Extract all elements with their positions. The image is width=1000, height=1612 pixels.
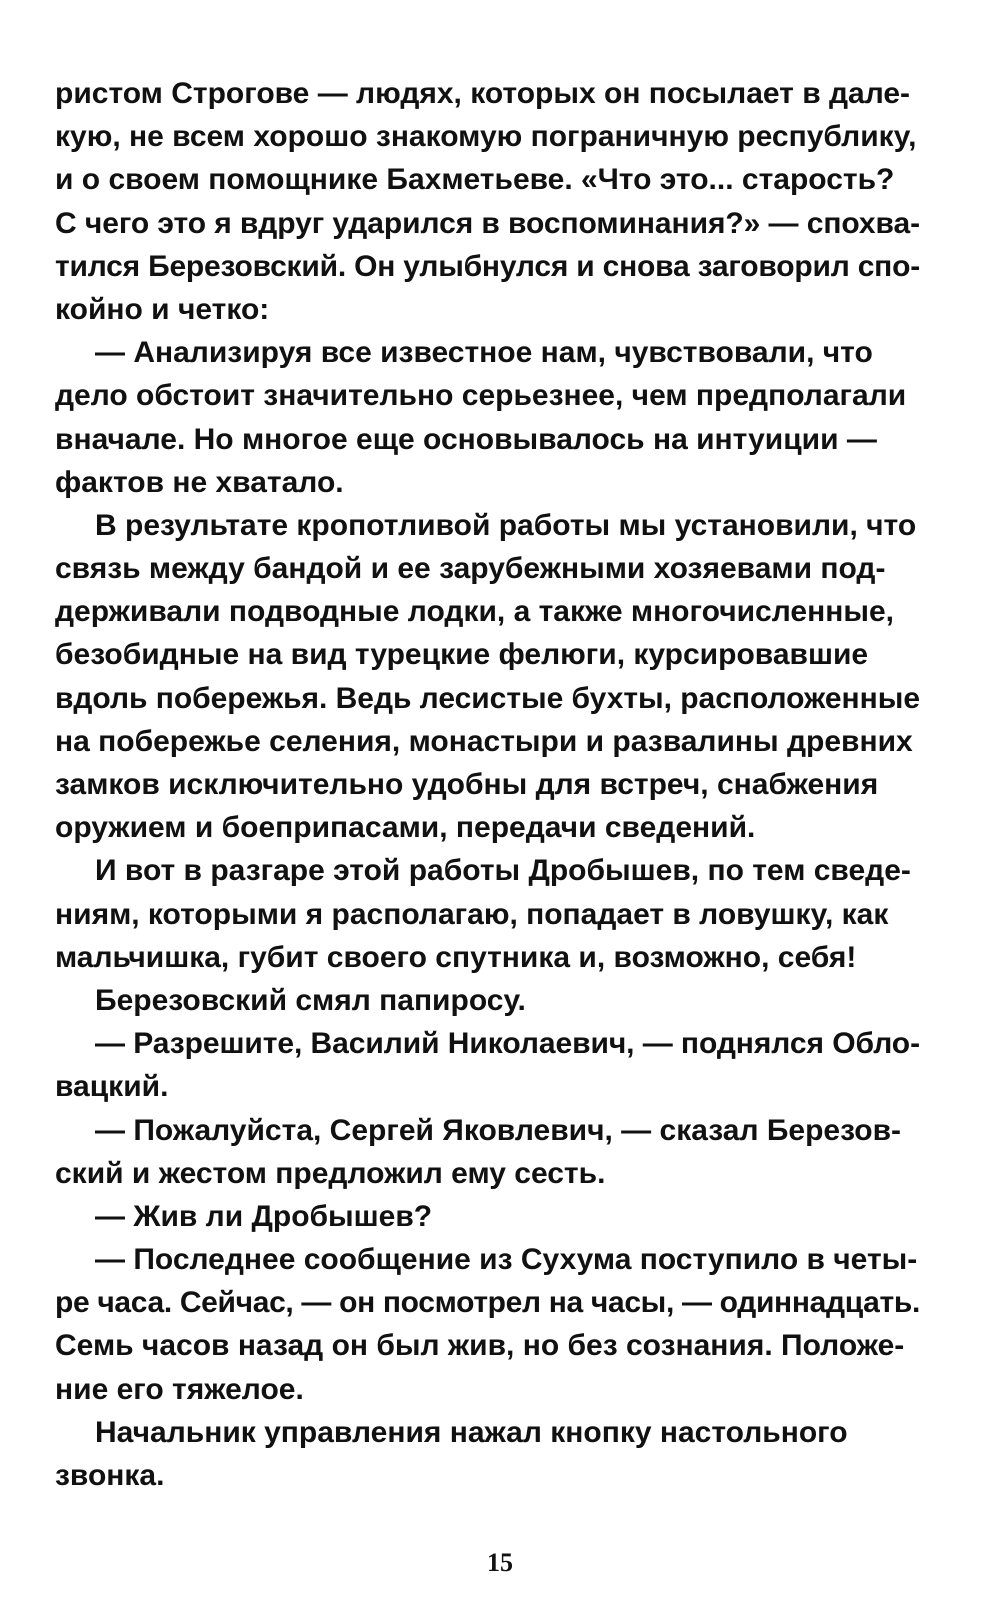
text-line: С чего это я вдруг ударился в воспоминания?» — спохва- xyxy=(55,206,920,240)
text-line: звонка. xyxy=(55,1459,165,1492)
text-line: Семь часов назад он был жив, но без сознания. Положе- xyxy=(55,1329,905,1363)
body-text xyxy=(55,72,920,1497)
text-line: кую, не всем хорошо знакомую пограничную республику, xyxy=(55,120,917,154)
text-line: ристом Строгове — людях, которых он посылает в дале- xyxy=(55,77,911,110)
text-line: вначале. Но многое еще основывалось на интуиции — xyxy=(55,422,877,456)
text-line: — Пожалуйста, Сергей Яковлевич, — сказал Березов- xyxy=(95,1113,902,1147)
text-line: дело обстоит значительно серьезнее, чем предполагали xyxy=(55,379,907,413)
text-line: ский и жестом предложил ему сесть. xyxy=(55,1156,606,1190)
text-line: и о своем помощнике Бахметьеве. «Что это... старость? xyxy=(55,163,895,197)
text-line: на побережье селения, монастыри и развалины древних xyxy=(55,724,913,758)
text-line: ниям, которыми я располагаю, попадает в ловушку, как xyxy=(55,897,889,931)
text-line: Березовский смял папиросу. xyxy=(95,983,526,1017)
text-line: тился Березовский. Он улыбнулся и снова заговорил спо- xyxy=(55,249,920,283)
text-line: ние его тяжелое. xyxy=(55,1372,304,1406)
text-line: — Разрешите, Василий Николаевич, — поднялся Обло- xyxy=(95,1027,920,1061)
text-line: оружием и боеприпасами, передачи сведений. xyxy=(55,811,756,845)
text-line: — Жив ли Дробышев? xyxy=(95,1199,433,1233)
text-line: ре часа. Сейчас, — он посмотрел на часы, — одиннадцать. xyxy=(55,1286,920,1320)
page-number: 15 xyxy=(487,1548,513,1577)
text-line: — Анализируя все известное нам, чувствовали, что xyxy=(95,336,873,370)
text-line: мальчишка, губит своего спутника и, возможно, себя! xyxy=(55,940,857,974)
text-line: держивали подводные лодки, а также многочисленные, xyxy=(55,595,894,629)
text-line: связь между бандой и ее зарубежными хозяевами под- xyxy=(55,552,886,586)
text-line: В результате кропотливой работы мы установили, что xyxy=(95,508,917,542)
text-line: И вот в разгаре этой работы Дробышев, по тем сведе- xyxy=(95,854,911,888)
text-line: безобидные на вид турецкие фелюги, курсировавшие xyxy=(55,638,869,672)
text-line: замков исключительно удобны для встреч, снабжения xyxy=(55,768,879,801)
text-line: вдоль побережья. Ведь лесистые бухты, расположенные xyxy=(55,681,920,715)
text-line: фактов не хватало. xyxy=(55,465,344,499)
text-line: койно и четко: xyxy=(55,292,270,326)
text-line: Начальник управления нажал кнопку настольного xyxy=(95,1415,848,1449)
text-line: вацкий. xyxy=(55,1070,169,1104)
text-line: — Последнее сообщение из Сухума поступило в четы- xyxy=(95,1243,918,1277)
